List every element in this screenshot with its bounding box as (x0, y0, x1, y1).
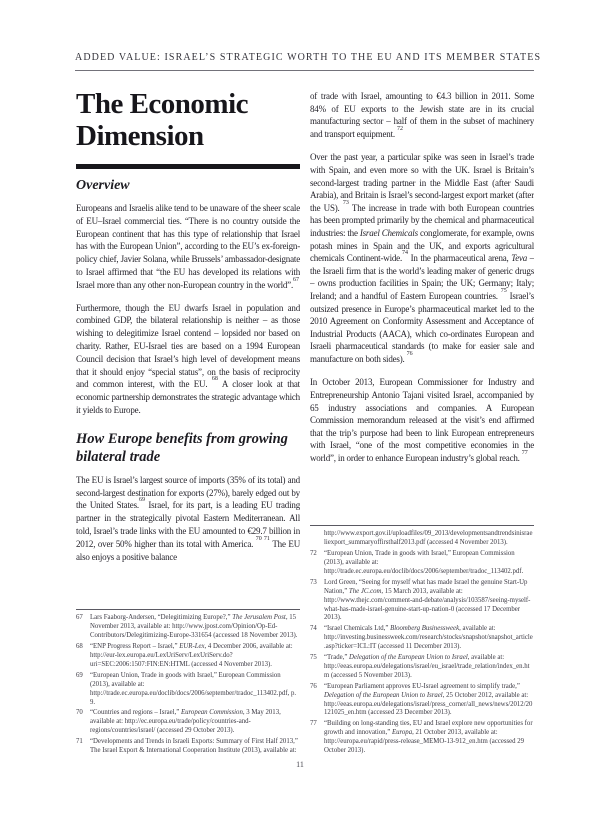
footnote-text: “Israel Chemicals Ltd,” Bloomberg Businessweek, available at: http://investing.businessweek.com/research/stocks/snapshot/snapshot_article.asp?ticker=ICL:IT (accessed 11 December 2013). (324, 625, 533, 651)
footnote-number: 77 (310, 720, 317, 728)
footnote-number: 75 (310, 654, 317, 662)
footnote-number: 73 (310, 578, 317, 586)
trade-heading: How Europe benefits from growing bilateral trade (76, 430, 288, 465)
footnote-text: “Developments and Trends in Israeli Exports: Summary of First Half 2013,” The Israel Export & International Cooperation Institute (2013), available at: (90, 738, 298, 755)
footnote (76, 709, 300, 736)
paragraph: Over the past year, a particular spike was seen in Israel’s trade with Spain, and even more so with the UK. Israel is Britain’s second-largest trading partner in the Middle East (after Saudi Arabia), and Britain is Israel’s second-largest export market (after the US). $^{73}$ The increase in trade with both European countries has been prompted primarily by the chemical and pharmaceutical industries: the Israel Chemicals conglomerate, for example, owns potash mines in Spain and the UK, and exports agricultural chemicals Continent-wide.$^{74}$ In the pharmaceutical arena, Teva – the Israeli firm that is the world’s leading maker of generic drugs – owns production facilities in Spain; the UK; Germany; Italy; Ireland; and a handful of Eastern European countries. $^{75}$ Israel’s outsized presence in Europe’s pharmaceutical market led to the 2010 Agreement on Conformity Assessment and Acceptance of Industrial Products (AACA), which co-ordinates European and Israeli pharmaceutical standards (to make for easier sale and manufacture on both sides). $^{76}$ (310, 152, 534, 364)
footnote-text: “Trade,” Delegation of the European Union to Israel, available at: http://eeas.europa.eu/delegations/israel/eu_israel/trade_relation/index_en.htm (accessed 5 November 2013). (324, 654, 530, 679)
overview-heading: Overview (76, 178, 130, 193)
left-column (76, 88, 300, 758)
footnote-text: “Building on long-standing ties, EU and Israel explore new opportunities for growth and innovation,” Europa, 21 October 2013, available at: http://europa.eu/rapid/press-release_MEMO-13-912_en.htm (accessed 29 October 2013). (324, 720, 533, 755)
footnote-number: 67 (76, 614, 83, 622)
footnote-text: http://www.export.gov.il/uploadfiles/09_2013/developmentsandtrendsinisraeliexport_summaryoffirsthalf2013.pdf (accessed 4 November 2013). (324, 530, 533, 547)
footnote-number: 68 (76, 643, 83, 651)
title-rule (76, 164, 300, 169)
footnote (310, 720, 534, 756)
footnote-number: 69 (76, 671, 83, 679)
footnote-number: 71 (76, 738, 83, 746)
paragraph: of trade with Israel, amounting to €4.3 billion in 2011. Some 84% of EU exports to the Jewish state are in its crucial manufacturing sector – half of them in the subset of machinery and transport equipment. $^{72}$ (310, 91, 534, 139)
footnote-number: 76 (310, 682, 317, 690)
footnote (76, 614, 300, 641)
paragraph: In October 2013, European Commissioner for Industry and Entrepreneurship Antonio Tajani visited Israel, accompanied by 65 industry associations and companies. A European Commission memorandum released at the visit’s end affirmed that the trip’s purpose had been to link European entrepreneurs with Israel, “one of the most competitive economies in the world”, in order to enhance European industry’s global reach. $^{77}$ (310, 377, 534, 464)
paragraph: The EU is Israel’s largest source of imports (35% of its total) and second-largest destination for exports (27%), barely edged out by the United States.$^{69}$ Israel, for its part, is a leading EU trading partner in the strategically pivotal Eastern Mediterranean. All told, Israel’s trade links with the EU amounted to €29.7 billion in 2012, over 50% higher than its total with America. $^{70 71}$ The EU also enjoys a positive balance (76, 474, 300, 562)
footnote-text: “European Parliament approves EU-Israel agreement to simplify trade,” Delegation of the European Union to Israel, 25 October 2012, available at: http://eeas.europa.eu/delegations/israel/press_corner/all_news/news/2012/20121025_en.htm (accessed 23 December 2013). (324, 682, 533, 717)
footnote-text: “Countries and regions – Israel,” European Commission, 3 May 2013, available at: http://ec.europa.eu/trade/policy/countries-and-regions/countries/israel/ (accessed 29 October 2013). (90, 709, 281, 735)
footnote-text: “European Union, Trade in goods with Israel,” European Commission (2013), available at: http://trade.ec.europa.eu/doclib/docs/2006/september/tradoc_113402.pdf. (324, 550, 524, 575)
footnote-text: “ENP Progress Report – Israel,” EUR-Lex, 4 December 2006, available at: http://eur-lex.europa.eu/LexUriServ/LexUriServ.do?uri=SEC:2006:1507:FIN:EN:HTML (accessed 4 November 2013). (90, 643, 293, 668)
footnote-text: Lord Green, “Seeing for myself what has made Israel the genuine Start-Up Nation,” The JC.com, 15 March 2013, available at: http://www.thejc.com/comment-and-debate/analysis/103587/seeing-myself-what-has-made-israel-genuine-start-up-nation-0 (accessed 17 December 2013). (324, 578, 531, 622)
header-title: ADDED VALUE: ISRAEL’S STRATEGIC WORTH TO THE EU AND ITS MEMBER STATES (75, 52, 542, 63)
footnote-number: 74 (310, 625, 317, 633)
footnote-number: 72 (310, 550, 317, 558)
footnote (310, 683, 534, 719)
footnote-text: “European Union, Trade in goods with Israel,” European Commission (2013), available at: http://trade.ec.europa.eu/doclib/docs/2006/september/tradoc_113402.pdf, p. 9. (90, 671, 297, 706)
page-number: 11 (296, 760, 304, 769)
footnote (76, 738, 300, 756)
paragraph: Europeans and Israelis alike tend to be unaware of the sheer scale of EU–Israel commercial ties. “There is no country outside the European continent that has this type of relationship that Israel has with the European Union”, according to the EU’s ex-foreign-policy chief, Javier Solana, while Brussels’ ambassador-designate to Israel affirmed that “the EU has developed its relations with Israel more than any other non-European country in the world”.$^{67}$ (76, 203, 300, 290)
footnote (310, 550, 534, 577)
page-header (75, 52, 542, 71)
footnote (310, 625, 534, 652)
footnotes-left (76, 609, 300, 758)
footnotes-right (310, 525, 534, 758)
footnote-text: Lars Faaborg-Andersen, “Delegitimizing Europe?,” The Jerusalem Post, 15 November 2013, available at: http://www.jpost.com/Opinion/Op-Ed-Contributors/Delegitimizing-Europe-331654 (accessed 18 November 2013). (90, 614, 298, 640)
footnote (310, 654, 534, 681)
chapter-title: The Economic Dimension (76, 88, 249, 152)
footnote-number: 70 (76, 709, 83, 717)
footnote (76, 672, 300, 708)
right-column (310, 88, 534, 758)
footnote (76, 643, 300, 670)
paragraph: Furthermore, though the EU dwarfs Israel in population and combined GDP, the bilateral relationship is neither – as those wishing to delegitimize Israel contend – lopsided nor based on charity. Rather, EU-Israel ties are based on a 1994 European Council decision that Israel’s high level of development means that it should enjoy “special status”, on the basis of reciprocity and common interest, with the EU. $^{68}$ A closer look at that economic partnership demonstrates the strategic advantage which it yields to Europe. (76, 302, 300, 415)
footnote (310, 579, 534, 624)
two-column-layout (76, 88, 534, 758)
footnote (310, 530, 534, 548)
